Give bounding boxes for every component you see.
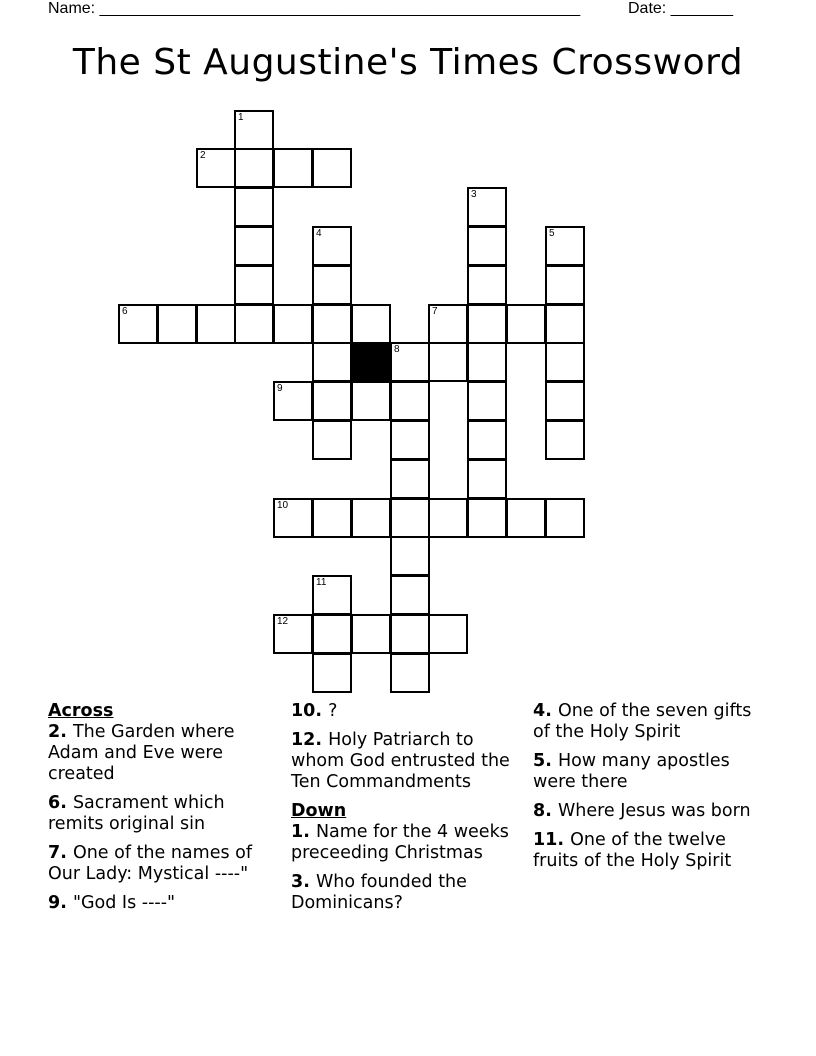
name-field-label[interactable]: Name: ______________________________________________________ [48, 0, 581, 17]
cell-number: 2 [200, 150, 206, 161]
grid-cell[interactable] [234, 265, 274, 305]
grid-cell[interactable] [545, 304, 585, 344]
clue-column-3 [533, 701, 773, 880]
cell-number: 9 [277, 383, 283, 394]
grid-cell[interactable] [390, 459, 430, 499]
grid-cell[interactable] [467, 459, 507, 499]
cell-number: 5 [549, 228, 555, 239]
clue-text: One of the names of Our Lady: Mystical ----" [48, 843, 253, 884]
clue-number: 10 [291, 701, 316, 721]
cell-number: 1 [238, 112, 244, 123]
grid-cell[interactable] [390, 420, 430, 460]
grid-cell[interactable] [390, 498, 430, 538]
grid-cell[interactable] [312, 226, 352, 266]
grid-cell[interactable] [467, 381, 507, 421]
grid-cell[interactable] [312, 342, 352, 382]
grid-cell[interactable] [545, 265, 585, 305]
clue-number: 8 [533, 801, 546, 821]
grid-cell[interactable] [234, 148, 274, 188]
grid-cell[interactable] [351, 614, 391, 654]
clue-text: Who founded the Dominicans? [291, 872, 467, 913]
grid-cell[interactable] [312, 265, 352, 305]
cell-number: 3 [471, 189, 477, 200]
clue-number: 7 [48, 843, 61, 863]
grid-cell[interactable] [467, 187, 507, 227]
clue-across-6: 6. Sacrament which remits original sin [48, 793, 225, 834]
grid-cell[interactable] [545, 381, 585, 421]
clue-text: One of the twelve fruits of the Holy Spirit [533, 830, 732, 871]
grid-cell[interactable] [273, 304, 313, 344]
clue-column-1 [48, 701, 278, 922]
clue-number: 12 [291, 730, 316, 750]
grid-cell[interactable] [390, 614, 430, 654]
cell-number: 6 [122, 306, 128, 317]
grid-cell[interactable] [428, 498, 468, 538]
clue-number: 1 [291, 822, 304, 842]
grid-cell[interactable] [390, 653, 430, 693]
clue-across-10: 10. ? [291, 701, 338, 721]
across-heading: Across [48, 701, 114, 721]
clue-down-5: 5. How many apostles were there [533, 751, 730, 792]
grid-cell[interactable] [545, 498, 585, 538]
cell-number: 7 [432, 306, 438, 317]
clue-number: 9 [48, 893, 61, 913]
grid-cell[interactable] [234, 110, 274, 150]
grid-cell[interactable] [312, 575, 352, 615]
grid-cell[interactable] [428, 304, 468, 344]
clue-text: How many apostles were there [533, 751, 730, 792]
clue-down-11: 11. One of the twelve fruits of the Holy Spirit [533, 830, 732, 871]
grid-cell[interactable] [273, 614, 313, 654]
clue-across-12: 12. Holy Patriarch to whom God entrusted the Ten Commandments [291, 730, 510, 792]
down-heading: Down [291, 801, 347, 821]
grid-cell[interactable] [467, 420, 507, 460]
grid-cell[interactable] [273, 381, 313, 421]
clue-number: 4 [533, 701, 546, 721]
grid-cell[interactable] [157, 304, 197, 344]
grid-cell[interactable] [390, 342, 430, 382]
grid-cell[interactable] [506, 498, 546, 538]
grid-cell[interactable] [234, 226, 274, 266]
grid-cell[interactable] [390, 575, 430, 615]
clue-text: The Garden where Adam and Eve were created [48, 722, 235, 784]
grid-cell[interactable] [390, 536, 430, 576]
grid-cell[interactable] [351, 304, 391, 344]
grid-cell[interactable] [312, 148, 352, 188]
clue-number: 11 [533, 830, 558, 850]
clue-text: Holy Patriarch to whom God entrusted the Ten Commandments [291, 730, 510, 792]
grid-cell[interactable] [506, 304, 546, 344]
clue-across-2: 2. The Garden where Adam and Eve were created [48, 722, 235, 784]
grid-cell[interactable] [467, 498, 507, 538]
clue-number: 6 [48, 793, 61, 813]
clue-down-1: 1. Name for the 4 weeks preceeding Christmas [291, 822, 509, 863]
clue-down-8: 8. Where Jesus was born [533, 801, 751, 821]
clue-text: Name for the 4 weeks preceeding Christmas [291, 822, 509, 863]
clue-text: ? [328, 701, 338, 721]
grid-cell[interactable] [273, 148, 313, 188]
cell-number: 8 [394, 344, 400, 355]
grid-cell[interactable] [312, 381, 352, 421]
clue-text: "God Is ----" [72, 893, 176, 913]
page-title: The St Augustine's Times Crossword [72, 42, 744, 83]
clue-text: Sacrament which remits original sin [48, 793, 225, 834]
grid-cell[interactable] [312, 653, 352, 693]
grid-cell[interactable] [312, 420, 352, 460]
grid-cell[interactable] [467, 342, 507, 382]
clue-down-3: 3. Who founded the Dominicans? [291, 872, 467, 913]
clue-text: Where Jesus was born [557, 801, 751, 821]
clue-text: One of the seven gifts of the Holy Spirit [533, 701, 752, 742]
grid-cell[interactable] [312, 304, 352, 344]
grid-cell[interactable] [351, 381, 391, 421]
grid-cell[interactable] [467, 226, 507, 266]
grid-cell[interactable] [312, 614, 352, 654]
clue-number: 3 [291, 872, 304, 892]
clue-number: 2 [48, 722, 61, 742]
clue-down-4: 4. One of the seven gifts of the Holy Spirit [533, 701, 752, 742]
grid-cell[interactable] [428, 342, 468, 382]
grid-cell[interactable] [234, 304, 274, 344]
clue-column-2 [291, 701, 529, 922]
grid-cell[interactable] [467, 265, 507, 305]
date-field-label[interactable]: Date: _______ [628, 0, 733, 17]
clue-across-9: 9. "God Is ----" [48, 893, 176, 913]
black-cell [351, 342, 391, 382]
grid-cell[interactable] [196, 304, 236, 344]
grid-cell[interactable] [351, 498, 391, 538]
grid-cell[interactable] [118, 304, 158, 344]
grid-cell[interactable] [273, 498, 313, 538]
grid-cell[interactable] [545, 342, 585, 382]
grid-cell[interactable] [196, 148, 236, 188]
grid-cell[interactable] [234, 187, 274, 227]
grid-cell[interactable] [545, 420, 585, 460]
clue-number: 5 [533, 751, 546, 771]
cell-number: 12 [277, 616, 289, 627]
clue-across-7: 7. One of the names of Our Lady: Mystical ----" [48, 843, 253, 884]
grid-cell[interactable] [390, 381, 430, 421]
grid-cell[interactable] [545, 226, 585, 266]
cell-number: 11 [316, 577, 327, 588]
grid-cell[interactable] [312, 498, 352, 538]
cell-number: 4 [316, 228, 322, 239]
grid-cell[interactable] [428, 614, 468, 654]
cell-number: 10 [277, 500, 289, 511]
grid-cell[interactable] [467, 304, 507, 344]
